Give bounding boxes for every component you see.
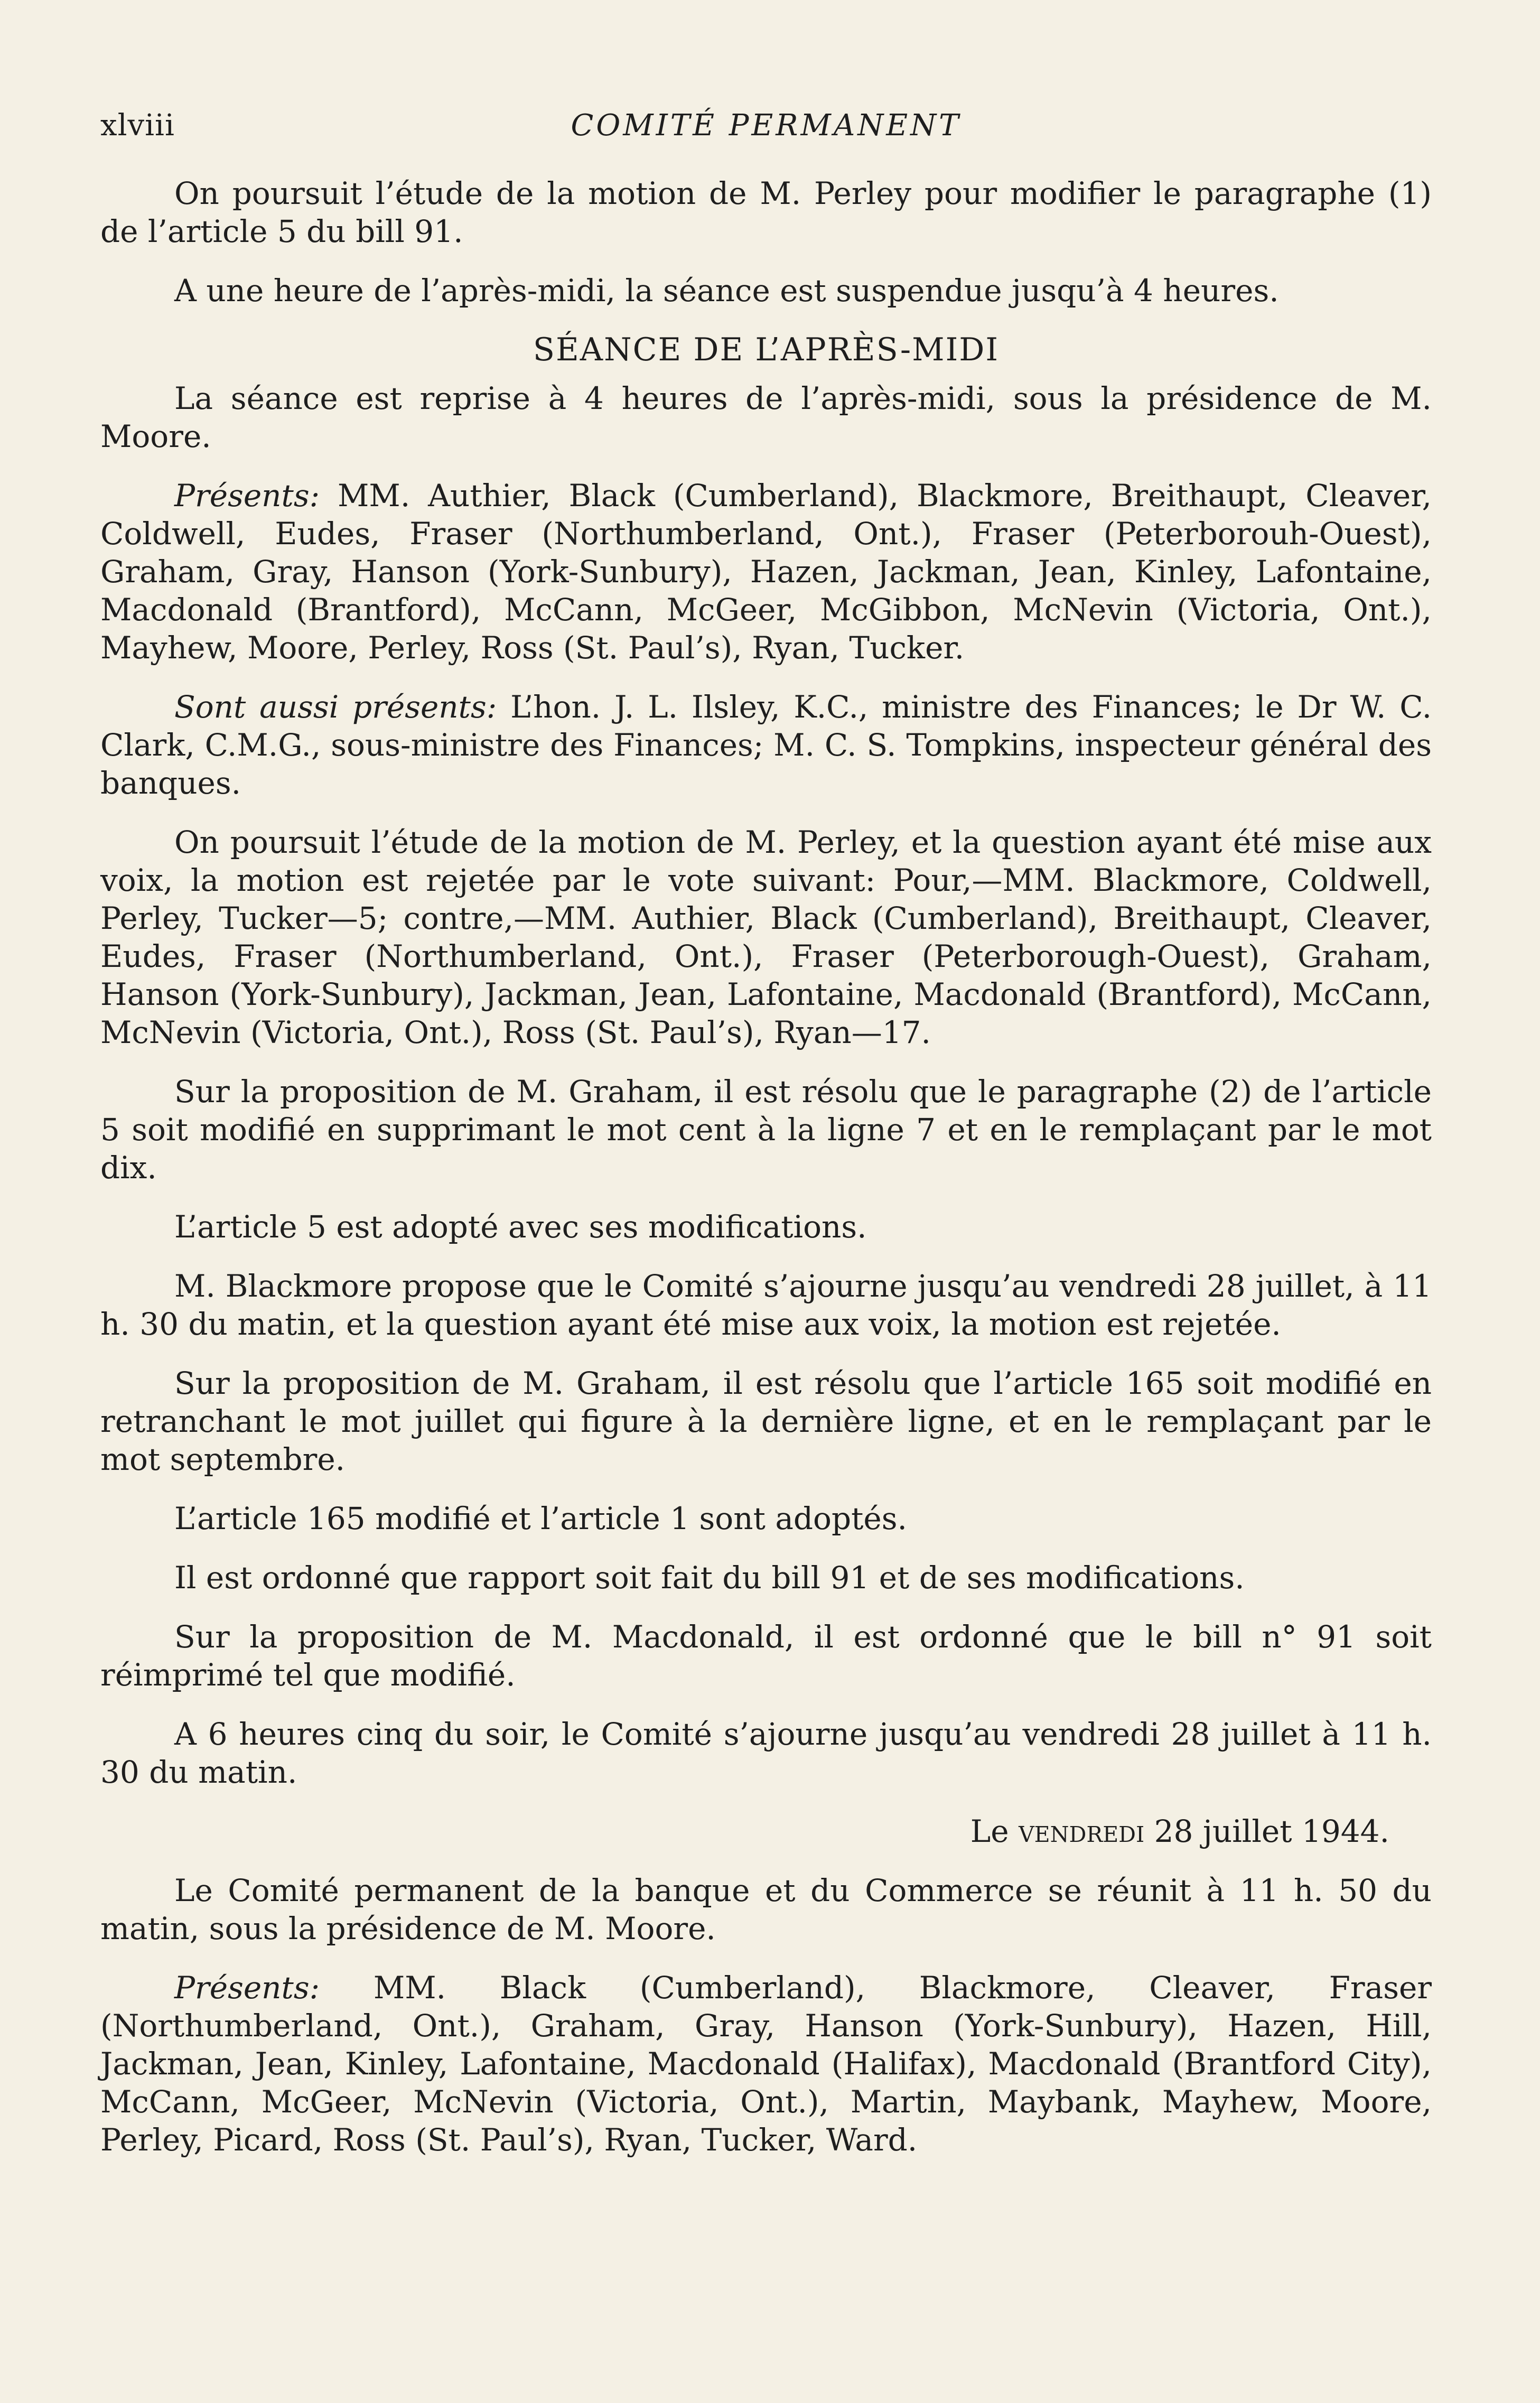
paragraph-motion-perley: On poursuit l’étude de la motion de M. Perley pour modifier le paragraphe (1) de l’article 5 du bill 91. — [100, 175, 1432, 249]
paragraph-resumed: La séance est reprise à 4 heures de l’après-midi, sous la présidence de M. Moore. — [100, 380, 1432, 454]
attendance-label-friday: Présents: — [174, 1970, 320, 2006]
paragraph-amendment-article-5: Sur la proposition de M. Graham, il est résolu que le paragraphe (2) de l’article 5 soit modifié en supprimant le mot cent à la ligne 7 et en le remplaçant par le mot dix. — [100, 1074, 1432, 1186]
dateline-weekday: vendredi — [1019, 1813, 1145, 1849]
also-present-label: Sont aussi présents: — [174, 689, 497, 725]
page-body — [100, 174, 1432, 2180]
paragraph-vote: On poursuit l’étude de la motion de M. Perley, et la question ayant été mise aux voix, la motion est rejetée par le vote suivant: Pour,—MM. Blackmore, Coldwell, Perley, Tucker—5; contre,—MM. Authier, Black (Cumberland), Breithaupt, Cleaver, Eudes, Fraser (Northumberland, Ont.), Fraser (Peterborough-Ouest), Graham, Hanson (York-Sunbury), Jackman, Jean, Lafontaine, Macdonald (Brantford), McCann, McNevin (Victoria, Ont.), Ross (St. Paul’s), Ryan—17. — [100, 824, 1432, 1050]
page-number: xlviii — [100, 108, 175, 143]
dateline-date: 28 juillet 1944. — [1154, 1813, 1389, 1849]
paragraph-attendance-friday — [100, 1969, 1432, 2159]
paragraph-articles-adopted: L’article 165 modifié et l’article 1 sont adoptés. — [174, 1501, 907, 1536]
running-title: COMITÉ PERMANENT — [571, 108, 962, 143]
paragraph-amendment-article-165: Sur la proposition de M. Graham, il est résolu que l’article 165 soit modifié en retranchant le mot juillet qui figure à la dernière ligne, et en le remplaçant par le mot septembre. — [100, 1365, 1432, 1477]
paragraph-suspension: A une heure de l’après-midi, la séance est suspendue jusqu’à 4 heures. — [174, 273, 1279, 309]
paragraph-attendance-afternoon — [100, 477, 1432, 667]
paragraph-adjournment: A 6 heures cinq du soir, le Comité s’ajourne jusqu’au vendredi 28 juillet à 11 h. 30 du matin. — [100, 1716, 1432, 1790]
also-present-list: L’hon. J. L. Ilsley, K.C., ministre des Finances; le Dr W. C. Clark, C.M.G., sous-ministre des Finances; M. C. S. Tompkins, inspecteur général des banques. — [100, 689, 1432, 801]
page-header — [100, 108, 1432, 151]
paragraph-also-present — [100, 688, 1432, 802]
paragraph-adjournment-motion: M. Blackmore propose que le Comité s’ajourne jusqu’au vendredi 28 juillet, à 11 h. 30 du matin, et la question ayant été mise aux voix, la motion est rejetée. — [100, 1268, 1432, 1342]
attendance-label: Présents: — [174, 478, 320, 514]
paragraph-committee-meets: Le Comité permanent de la banque et du Commerce se réunit à 11 h. 50 du matin, sous la présidence de M. Moore. — [100, 1873, 1432, 1946]
paragraph-report-ordered: Il est ordonné que rapport soit fait du bill 91 et de ses modifications. — [174, 1560, 1245, 1596]
paragraph-reprint-ordered: Sur la proposition de M. Macdonald, il est ordonné que le bill n° 91 soit réimprimé tel que modifié. — [100, 1619, 1432, 1693]
dateline-prefix: Le — [970, 1813, 1009, 1849]
dateline — [100, 1812, 1389, 1850]
paragraph-article-5-adopted: L’article 5 est adopté avec ses modifications. — [174, 1209, 867, 1245]
attendance-list: MM. Authier, Black (Cumberland), Blackmore, Breithaupt, Cleaver, Coldwell, Eudes, Fraser (Northumberland, Ont.), Fraser (Peterborouh-Ouest), Graham, Gray, Hanson (York-Sunbury), Hazen, Jackman, Jean, Kinley, Lafontaine, Macdonald (Brantford), McCann, McGeer, McGibbon, McNevin (Victoria, Ont.), Mayhew, Moore, Perley, Ross (St. Paul’s), Ryan, Tucker. — [100, 478, 1432, 666]
section-heading-afternoon: SÉANCE DE L’APRÈS-MIDI — [533, 331, 1000, 368]
attendance-list-friday: MM. Black (Cumberland), Blackmore, Cleaver, Fraser (Northumberland, Ont.), Graham, Gray, Hanson (York-Sunbury), Hazen, Hill, Jackman, Jean, Kinley, Lafontaine, Macdonald (Halifax), Macdonald (Brantford City), McCann, McGeer, McNevin (Victoria, Ont.), Martin, Maybank, Mayhew, Moore, Perley, Picard, Ross (St. Paul’s), Ryan, Tucker, Ward. — [100, 1970, 1432, 2158]
